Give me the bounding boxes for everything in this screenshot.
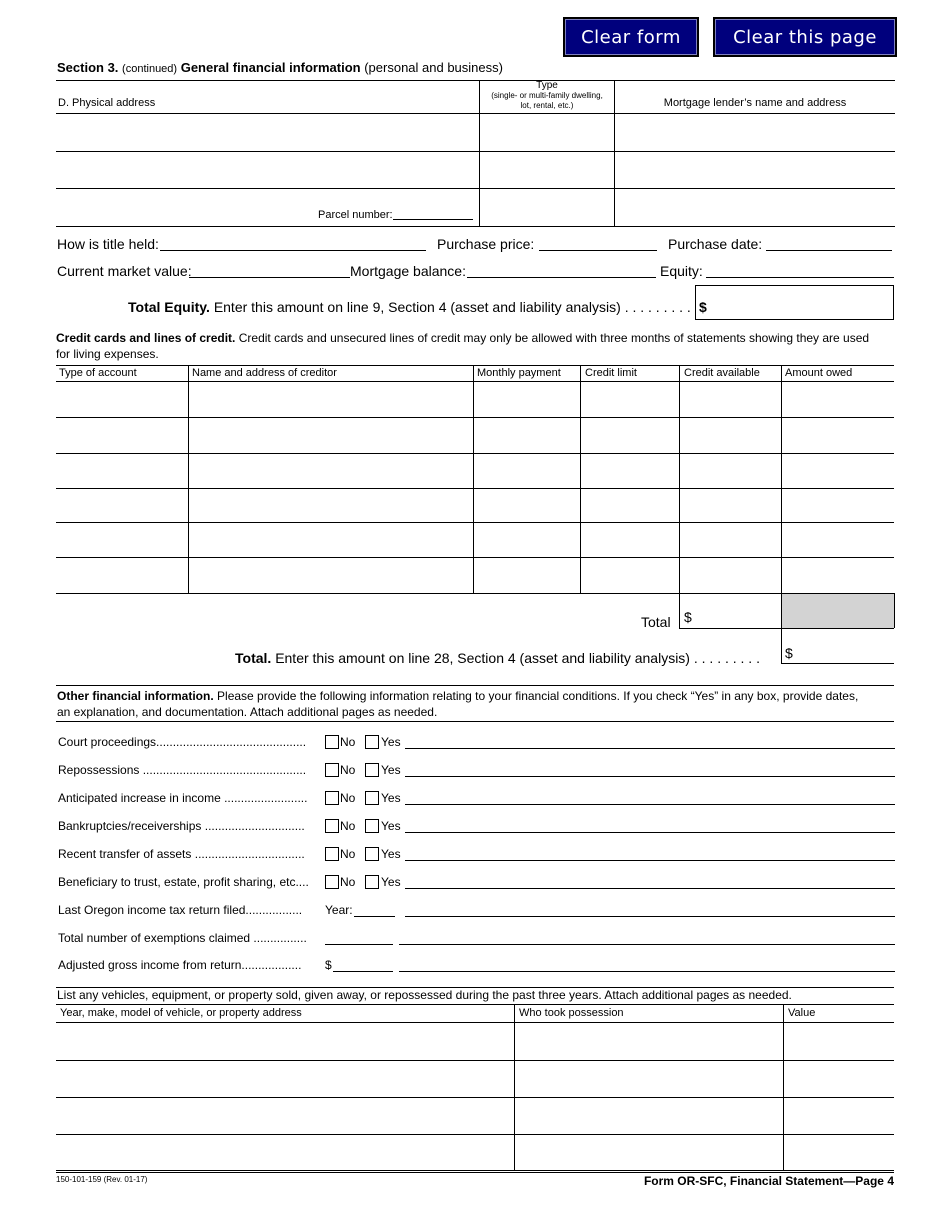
- row-label: Repossessions .................................................: [58, 763, 307, 777]
- parcel-number-field[interactable]: [393, 219, 473, 220]
- col-credit-limit: Credit limit: [585, 367, 637, 379]
- yes-label: Yes: [381, 819, 401, 833]
- section-heading: Section 3. (continued) General financial information (personal and business): [57, 60, 503, 75]
- agi-explanation-field[interactable]: [399, 971, 895, 972]
- explanation-field[interactable]: [405, 888, 895, 889]
- purchase-date-label: Purchase date:: [668, 236, 763, 252]
- clear-form-button[interactable]: Clear form: [563, 17, 699, 57]
- yes-checkbox[interactable]: [365, 819, 379, 833]
- row-label: Bankruptcies/receiverships ..............................: [58, 819, 305, 833]
- agi-field[interactable]: [333, 971, 393, 972]
- yes-label: Yes: [381, 791, 401, 805]
- credit-total2-text: Total. Enter this amount on line 28, Section 4 (asset and liability analysis) . . . . . . . . .: [235, 650, 760, 666]
- col-credit-available: Credit available: [684, 367, 760, 379]
- no-label: No: [340, 875, 356, 889]
- credit-total-field[interactable]: [679, 628, 894, 629]
- credit-total-currency: $: [684, 609, 692, 625]
- physical-address-header: D. Physical address: [58, 97, 156, 109]
- yes-label: Yes: [381, 735, 401, 749]
- yes-checkbox[interactable]: [365, 763, 379, 777]
- yes-checkbox[interactable]: [365, 847, 379, 861]
- shaded-total-cell: [782, 594, 894, 628]
- total-equity-text: Total Equity. Enter this amount on line 9, Section 4 (asset and liability analysis) . . . . . . . . .: [128, 299, 691, 315]
- no-checkbox[interactable]: [325, 735, 339, 749]
- other-intro: Other financial information. Please provide the following information relating to your financial conditions. If you check “Yes” in any box, provide dates, an explanation, and documentation. Attach additional pages as needed.: [57, 689, 859, 719]
- no-label: No: [340, 763, 356, 777]
- explanation-field[interactable]: [405, 832, 895, 833]
- credit-intro: Credit cards and lines of credit. Credit cards and unsecured lines of credit may only be allowed with three months of statements showing they are used for living expenses.: [56, 331, 870, 361]
- explanation-field[interactable]: [405, 804, 895, 805]
- market-value-field[interactable]: [189, 277, 350, 278]
- purchase-date-field[interactable]: [766, 250, 892, 251]
- agi-label: Adjusted gross income from return..................: [58, 958, 302, 972]
- no-checkbox[interactable]: [325, 763, 339, 777]
- no-checkbox[interactable]: [325, 875, 339, 889]
- agi-currency: $: [325, 958, 332, 972]
- row-label: Beneficiary to trust, estate, profit sharing, etc....: [58, 875, 309, 889]
- yes-checkbox[interactable]: [365, 875, 379, 889]
- no-checkbox[interactable]: [325, 847, 339, 861]
- parcel-number-label: Parcel number:: [318, 209, 393, 221]
- form-id: 150-101-159 (Rev. 01-17): [56, 1175, 148, 1184]
- type-header: Type (single- or multi-family dwelling, lot, rental, etc.): [491, 80, 603, 110]
- purchase-price-field[interactable]: [539, 250, 657, 251]
- no-label: No: [340, 735, 356, 749]
- mortgage-balance-field[interactable]: [467, 277, 656, 278]
- title-held-field[interactable]: [160, 250, 426, 251]
- explanation-field[interactable]: [405, 860, 895, 861]
- credit-total2-currency: $: [785, 645, 793, 661]
- row-label: Recent transfer of assets .................................: [58, 847, 305, 861]
- yes-label: Yes: [381, 847, 401, 861]
- yes-checkbox[interactable]: [365, 735, 379, 749]
- row-label: Court proceedings.............................................: [58, 735, 307, 749]
- yes-checkbox[interactable]: [365, 791, 379, 805]
- col-type-of-account: Type of account: [59, 367, 137, 379]
- no-label: No: [340, 847, 356, 861]
- mortgage-lender-header: Mortgage lender’s name and address: [663, 97, 847, 109]
- exemptions-field[interactable]: [325, 944, 393, 945]
- purchase-price-label: Purchase price:: [437, 236, 535, 252]
- mortgage-balance-label: Mortgage balance:: [350, 263, 466, 279]
- vehicles-intro: List any vehicles, equipment, or property sold, given away, or repossessed during the past three years. Attach additional pages as needed.: [57, 988, 792, 1002]
- no-checkbox[interactable]: [325, 819, 339, 833]
- exemptions-label: Total number of exemptions claimed ................: [58, 931, 307, 945]
- credit-total2-field[interactable]: [781, 663, 894, 664]
- equity-field[interactable]: [706, 277, 894, 278]
- col-amount-owed: Amount owed: [785, 367, 853, 379]
- row-label: Anticipated increase in income .........................: [58, 791, 308, 805]
- market-value-label: Current market value:: [57, 263, 192, 279]
- col-vehicle: Year, make, model of vehicle, or property address: [60, 1007, 302, 1019]
- no-label: No: [340, 819, 356, 833]
- no-checkbox[interactable]: [325, 791, 339, 805]
- title-held-label: How is title held:: [57, 236, 159, 252]
- yes-label: Yes: [381, 763, 401, 777]
- page-label: Form OR-SFC, Financial Statement—Page 4: [643, 1174, 894, 1188]
- col-who-took-possession: Who took possession: [519, 1007, 624, 1019]
- year-field[interactable]: [354, 916, 395, 917]
- year-label: Year:: [325, 903, 353, 917]
- explanation-field[interactable]: [405, 776, 895, 777]
- no-label: No: [340, 791, 356, 805]
- last-return-label: Last Oregon income tax return filed.................: [58, 903, 303, 917]
- col-creditor: Name and address of creditor: [192, 367, 337, 379]
- last-return-explanation-field[interactable]: [405, 916, 895, 917]
- total-equity-box[interactable]: [695, 285, 894, 320]
- col-value: Value: [788, 1007, 816, 1019]
- total-equity-currency: $: [699, 299, 707, 315]
- credit-total-label: Total: [641, 614, 671, 630]
- col-monthly-payment: Monthly payment: [477, 367, 561, 379]
- clear-page-button[interactable]: Clear this page: [713, 17, 897, 57]
- yes-label: Yes: [381, 875, 401, 889]
- exemptions-explanation-field[interactable]: [399, 944, 895, 945]
- equity-label: Equity:: [660, 263, 703, 279]
- explanation-field[interactable]: [405, 748, 895, 749]
